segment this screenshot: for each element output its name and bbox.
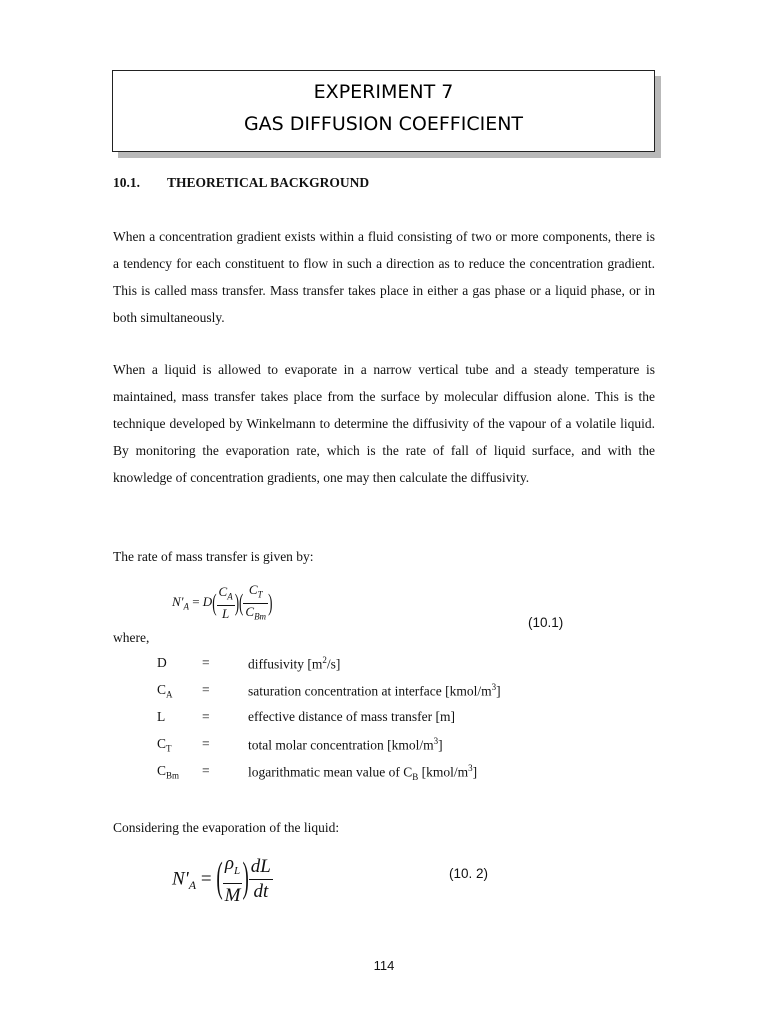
- section-title: THEORETICAL BACKGROUND: [167, 175, 370, 190]
- definition-description: effective distance of mass transfer [m]: [248, 709, 456, 724]
- equation-10-1: $N'_A = D$( $\frac{C_A}{L}$ )( $\frac{C_T}{C_{Bm}}$ ): [172, 582, 273, 622]
- definition-equals: =: [202, 736, 210, 751]
- definition-equals: =: [202, 682, 210, 697]
- paragraph-intro: When a concentration gradient exists within a fluid consisting of two or more components, there is a tendency for each constituent to flow in such a direction as to reduce the concentration gradient. This is called mass transfer. Mass transfer takes place in either a gas phase or a liquid phase, or in both simultaneously.: [113, 229, 655, 325]
- title-box: [112, 70, 655, 152]
- definition-symbol: L: [157, 709, 166, 724]
- section-heading: [113, 175, 369, 191]
- definition-description: saturation concentration at interface $[kmol/m^3]$: [248, 682, 501, 699]
- paragraph-technique: When a liquid is allowed to evaporate in a narrow vertical tube and a steady temperature is maintained, mass transfer takes place from the surface by molecular diffusion alone. This is the technique developed by Winkelmann to determine the diffusivity of the vapour of a volatile liquid. By monitoring the evaporation rate, which is the rate of fall of liquid surface, and with the knowledge of concentration gradients, one may then calculate the diffusivity.: [113, 362, 655, 485]
- definition-symbol: $C_A$: [157, 682, 173, 700]
- where-label: where,: [113, 630, 150, 645]
- section-number: 10.1.: [113, 175, 140, 190]
- equation-number-10-2: (10. 2): [449, 866, 489, 881]
- experiment-title: GAS DIFFUSION COEFFICIENT: [243, 113, 524, 135]
- definition-equals: =: [202, 655, 210, 670]
- page-number: 114: [373, 958, 395, 973]
- paragraph-evaporation: Considering the evaporation of the liquid:: [113, 820, 340, 835]
- paragraph-rate: The rate of mass transfer is given by:: [113, 549, 314, 564]
- definition-symbol: D: [157, 655, 167, 670]
- definition-equals: =: [202, 763, 210, 778]
- definition-symbol: $C_{Bm}$: [157, 763, 180, 781]
- definition-symbol: $C_T$: [157, 736, 172, 754]
- equation-number-10-1: (10.1): [528, 615, 564, 630]
- experiment-number: EXPERIMENT 7: [313, 81, 454, 103]
- definition-description: diffusivity $[m^2/s]$: [248, 655, 341, 672]
- definition-description: total molar concentration $[kmol/m^3]$: [248, 736, 443, 753]
- equation-10-2: $N'_A$ = ( $\frac{\rho_L}{M}$ ) $\frac{dL}{dt}$: [172, 853, 271, 906]
- definition-description: logarithmatic mean value of $C_B$ $[kmol/m^3]$: [248, 763, 478, 783]
- definition-equals: =: [202, 709, 210, 724]
